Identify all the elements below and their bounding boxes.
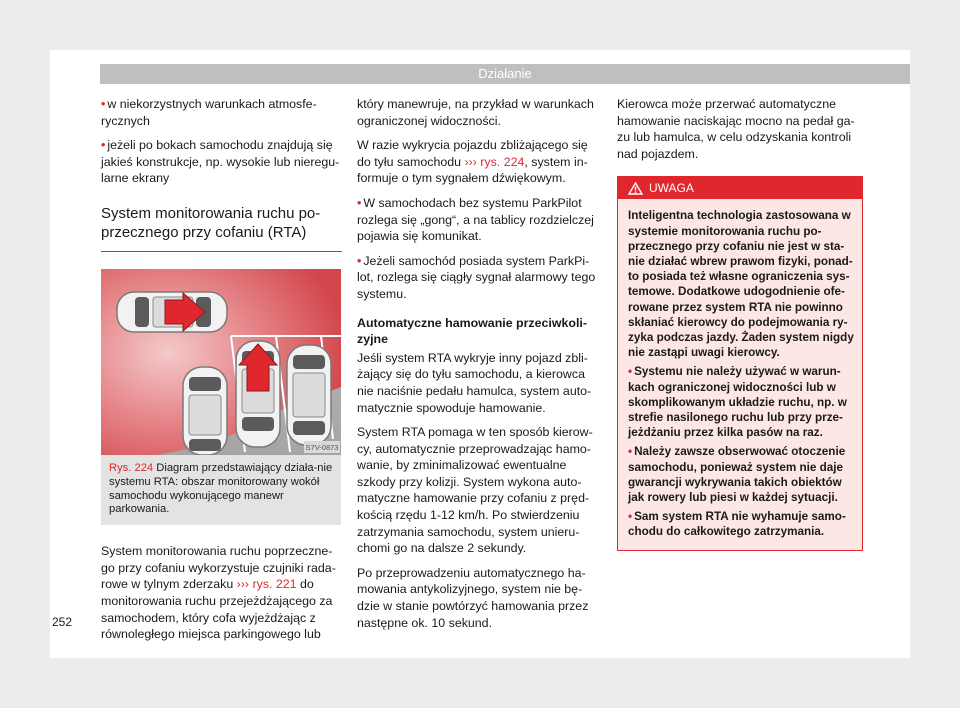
figure: [101, 269, 341, 525]
paragraph: który manewruje, na przykład w warunkach ograniczonej widoczności.: [357, 97, 594, 128]
warning-body: [618, 199, 862, 549]
paragraph: Po przeprowadzeniu automatycznego ha-mowania antykolizyjnego, system nie bę-dzie w stanie powtórzyć hamowania przez następne ok. 10 sekund.: [357, 565, 589, 630]
paragraph: W razie wykrycia pojazdu zbliżającego się do tyłu samochodu ››› rys. 224, system in-formuje o tym sygnałem dźwiękowym.: [357, 138, 588, 186]
figure-ref: Rys. 224: [109, 461, 154, 474]
manual-page: [50, 50, 910, 658]
column-middle: [357, 96, 599, 639]
list-item: • W samochodach bez systemu ParkPilot rozlega się „gong“, a na tablicy rozdzielczej pojawia się komunikat.: [357, 195, 594, 244]
rta-diagram: [101, 269, 341, 455]
figure-caption: Rys. 224 Diagram przedstawiający działa-nie systemu RTA: obszar monitorowany wokół samochodu wykonującego manewr parkowania.: [101, 455, 341, 525]
list-item: • Systemu nie należy używać w warun-kach ograniczonej widoczności lub w skomplikowanym układzie ruchu, np. w strefie nasilonego ruchu lub przy prze-jeżdżaniu przez kilka pasów na raz.: [628, 365, 847, 440]
reversing-car-icon: [236, 341, 280, 447]
bullet-icon: •: [628, 510, 633, 524]
warning-triangle-icon: [628, 182, 643, 195]
paragraph: Kierowca może przerwać automatyczne hamowanie naciskając mocno na pedał ga-zu lub hamulca, w celu odzyskania kontroli nad pojazdem.: [617, 97, 855, 161]
list-item: • w niekorzystnych warunkach atmosfe-rycznych: [101, 97, 317, 128]
parked-car-icon: [287, 345, 331, 445]
section-title: System monitorowania ruchu po-przecznego przy cofaniu (RTA): [101, 204, 342, 252]
list-item: • Jeżeli samochód posiada system ParkPi-lot, rozlega się ciągły sygnał alarmowy tego systemu.: [357, 253, 596, 301]
bullet-icon: •: [357, 253, 362, 268]
passing-car-icon: [117, 292, 227, 332]
bullet-icon: •: [101, 138, 106, 153]
bullet-icon: •: [628, 445, 633, 459]
warning-title: UWAGA: [649, 181, 694, 196]
list-item: • Należy zawsze obserwować otoczenie samochodu, ponieważ system nie daje gwarancji wykrywania takich obiektów jak rowery lub piesi w każdej sytuacji.: [628, 445, 846, 505]
page-header: Działanie: [100, 64, 910, 84]
figure-link[interactable]: ››› rys. 221: [236, 577, 297, 592]
rta-diagram-graphic: [101, 269, 341, 455]
list-item: • jeżeli po bokach samochodu znajdują się jakieś konstrukcje, np. wysokie lub nieregu-larne ekrany: [101, 138, 340, 186]
subheading: Automatyczne hamowanie przeciwkoli-zyjne: [357, 315, 587, 347]
paragraph: System monitorowania ruchu poprzeczne-go przy cofaniu wykorzystuje czujniki rada-rowe w tylnym zderzaku ››› rys. 221 do monitorowania ruchu przejeżdżającego za samochodem, który cofa wyjeżdżając z równoległego miejsca parkingowego lub: [101, 544, 336, 642]
paragraph: Jeśli system RTA wykryje inny pojazd zbli-żający się do tyłu samochodu, a kierowca nie naciśnie pedału hamulca, system auto-matycznie spowoduje hamowanie.: [357, 350, 592, 415]
bullet-icon: •: [101, 97, 106, 111]
column-right: [617, 96, 863, 551]
bullet-icon: •: [628, 365, 633, 379]
column-left: [101, 96, 342, 651]
page-number: 252: [52, 615, 73, 629]
figure-link[interactable]: ››› rys. 224: [464, 154, 525, 169]
list-item: • Sam system RTA nie wyhamuje samo-chodu do całkowitego zatrzymania.: [628, 510, 846, 539]
warning-header: [618, 177, 862, 199]
warning-box: [617, 176, 863, 550]
figure-code: S7V-0873: [305, 442, 339, 452]
paragraph: System RTA pomaga w ten sposób kierow-cy, automatycznie przeprowadzając hamo-wanie, by zminimalizować ewentualne szkody przy kolizji. System wykona auto-matyczne hamowanie przy cofaniu z pręd-kością rzędu 1-12 km/h. Po stwierdzeniu zatrzymania samochodu, system unieru-chomi go na dalsze 2 sekundy.: [357, 425, 593, 556]
bullet-icon: •: [357, 195, 362, 210]
parked-car-icon: [183, 367, 227, 455]
warning-intro: Inteligentna technologia zastosowana w systemie monitorowania ruchu po-przecznego przy cofaniu nie jest w sta-nie działać wbrew prawom fizyki, ponad-to posiada też własne ograniczenia sys-temowe. Dodatkowe udogodnienie ofe-rowane przez system RTA nie powinno skłaniać kierowcy do podejmowania ry-zyka podczas jazdy. Żaden system nigdy nie zastąpi uwagi kierowcy.: [628, 209, 854, 360]
